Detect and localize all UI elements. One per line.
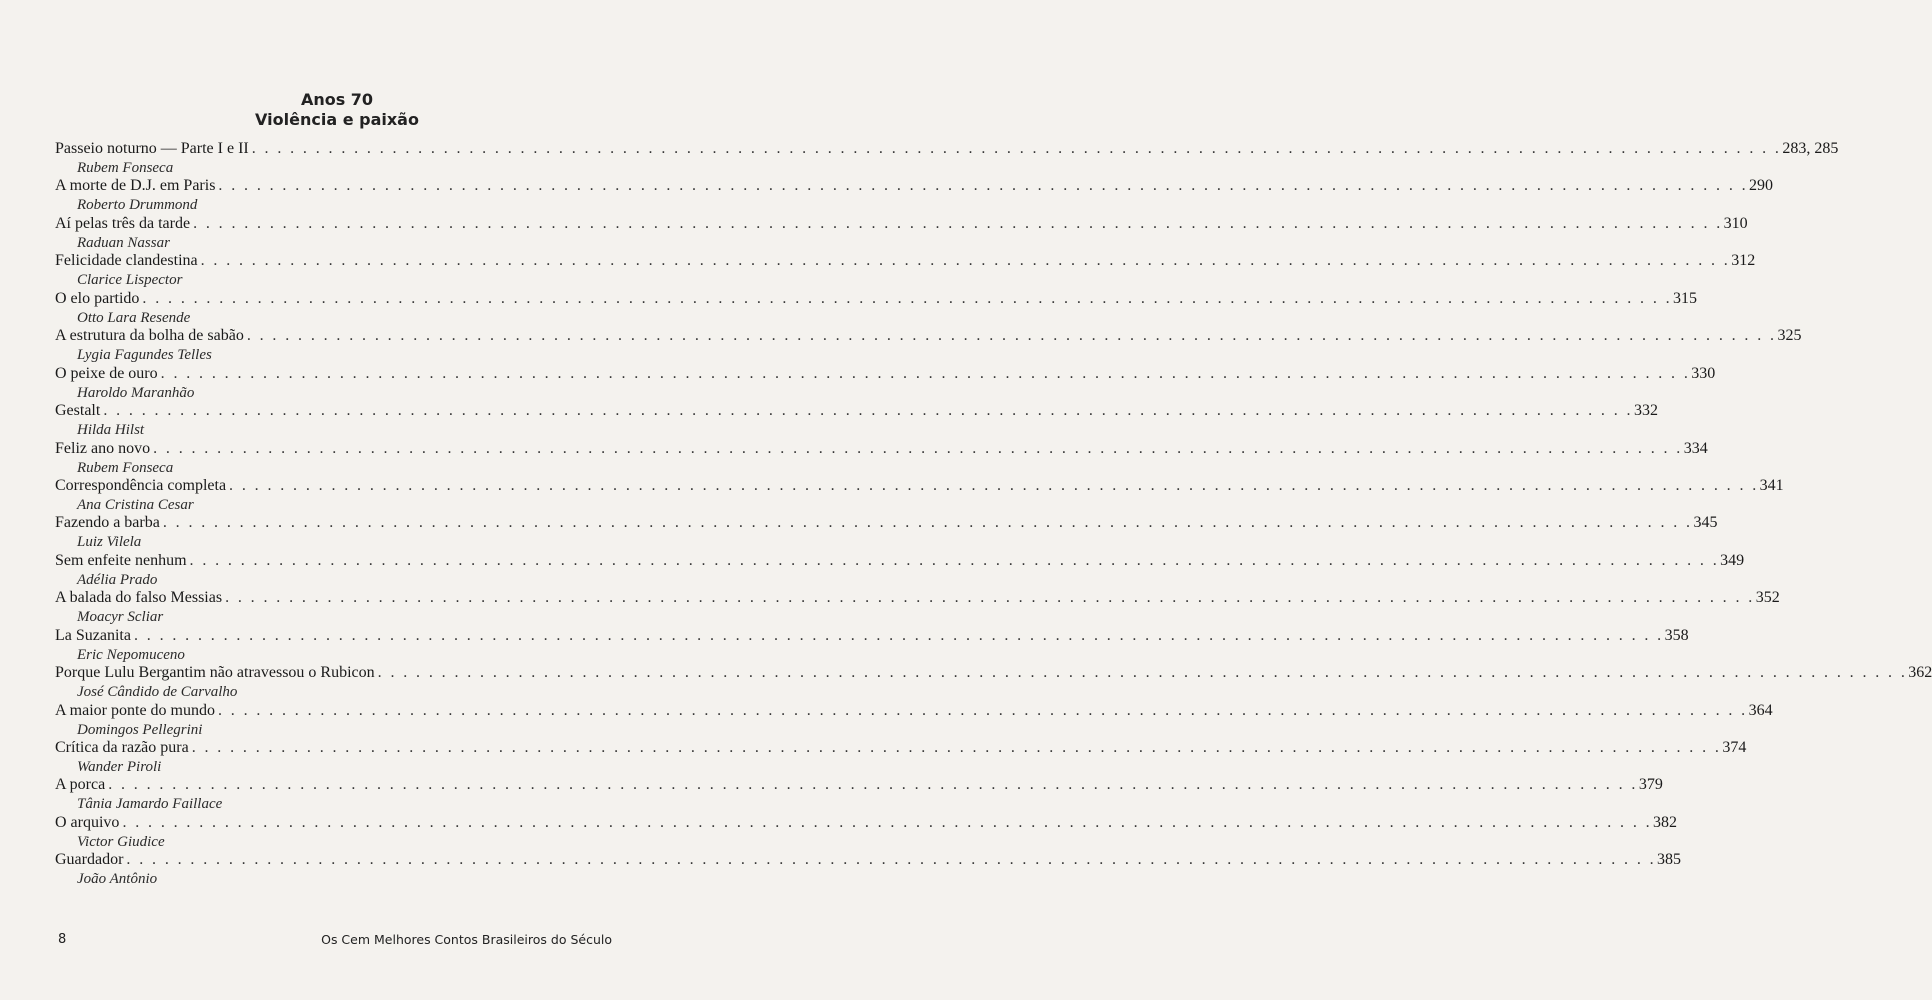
story-page-number: 332 (1633, 402, 1658, 420)
story-page-number: 349 (1720, 551, 1745, 569)
story-title: A morte de D.J. em Paris (55, 177, 216, 195)
dot-leader: . . . . . . . . . . . . . . . . . . . . . . . . . . . . . . . . . . . . . . . . . . . . . . . . . . . . . . . . . . . . . . . . . . . . . . . . . . . . . . . . . . . . . . . . . . . . . . . . . . . . . . . . . . . . . . . . . . . . . . . . (229, 476, 1759, 494)
story-page-number: 362 (1908, 664, 1932, 682)
toc-entry (55, 289, 1698, 327)
dot-leader: . . . . . . . . . . . . . . . . . . . . . . . . . . . . . . . . . . . . . . . . . . . . . . . . . . . . . . . . . . . . . . . . . . . . . . . . . . . . . . . . . . . . . . . . . . . . . . . . . . . . . . . . . . . . . . . . . . . . . . . . (160, 364, 1691, 382)
dot-leader: . . . . . . . . . . . . . . . . . . . . . . . . . . . . . . . . . . . . . . . . . . . . . . . . . . . . . . . . . . . . . . . . . . . . . . . . . . . . . . . . . . . . . . . . . . . . . . . . . . . . . . . . . . . . . . . . . . . . . . . . (122, 813, 1653, 831)
dot-leader: . . . . . . . . . . . . . . . . . . . . . . . . . . . . . . . . . . . . . . . . . . . . . . . . . . . . . . . . . . . . . . . . . . . . . . . . . . . . . . . . . . . . . . . . . . . . . . . . . . . . . . . . . . . . . . . . . . . . . . . . (191, 739, 1722, 756)
toc-entry (55, 701, 1773, 739)
story-author: Haroldo Maranhão (77, 384, 195, 401)
story-author: Hilda Hilst (77, 422, 145, 439)
story-author: Domingos Pellegrini (77, 721, 203, 738)
dot-leader: . . . . . . . . . . . . . . . . . . . . . . . . . . . . . . . . . . . . . . . . . . . . . . . . . . . . . . . . . . . . . . . . . . . . . . . . . . . . . . . . . . . . . . . . . . . . . . . . . . . . . . . . . . . . . . . . . . . . . . . . (126, 851, 1657, 869)
toc-entry (55, 439, 1708, 477)
dot-leader: . . . . . . . . . . . . . . . . . . . . . . . . . . . . . . . . . . . . . . . . . . . . . . . . . . . . . . . . . . . . . . . . . . . . . . . . . . . . . . . . . . . . . . . . . . . . . . . . . . . . . . . . . . . . . . . . . . . . . . . . (189, 551, 1720, 569)
story-author: Rubem Fonseca (77, 459, 174, 476)
story-title: Crítica da razão pura (55, 739, 189, 756)
story-title: Sem enfeite nenhum (55, 551, 187, 569)
section-title: Anos 70 (300, 90, 374, 109)
story-page-number: 364 (1748, 701, 1773, 719)
story-title: A maior ponte do mundo (55, 701, 215, 719)
story-page-number: 290 (1749, 177, 1774, 195)
toc-line (55, 402, 1658, 421)
dot-leader: . . . . . . . . . . . . . . . . . . . . . . . . . . . . . . . . . . . . . . . . . . . . . . . . . . . . . . . . . . . . . . . . . . . . . . . . . . . . . . . . . . . . . . . . . . . . . . . . . . . . . . . . . . . . . . . . . . . . . . . . (153, 439, 1683, 457)
story-author: Raduan Nassar (77, 234, 170, 251)
story-page-number: 312 (1731, 252, 1756, 270)
toc-line (55, 252, 1756, 271)
toc-line (55, 364, 1716, 384)
story-title: Fazendo a barba (55, 514, 160, 532)
toc-line (55, 327, 1802, 346)
story-page-number: 325 (1777, 327, 1802, 345)
toc-entry (55, 851, 1682, 888)
story-author: Ana Cristina Cesar (77, 496, 194, 513)
toc-line (55, 289, 1698, 309)
story-title: Aí pelas três da tarde (55, 214, 191, 232)
toc-line (55, 589, 1780, 608)
story-title: O elo partido (55, 289, 140, 307)
toc-line (55, 214, 1748, 234)
toc-line (55, 476, 1784, 496)
toc-line (55, 813, 1678, 833)
story-author: José Cândido de Carvalho (77, 684, 238, 701)
dot-leader: . . . . . . . . . . . . . . . . . . . . . . . . . . . . . . . . . . . . . . . . . . . . . . . . . . . . . . . . . . . . . . . . . . . . . . . . . . . . . . . . . . . . . . . . . . . . . . . . . . . . . . . . . . . . . . . . . . . . . . . . (133, 626, 1664, 644)
story-page-number: 310 (1723, 214, 1748, 232)
dot-leader: . . . . . . . . . . . . . . . . . . . . . . . . . . . . . . . . . . . . . . . . . . . . . . . . . . . . . . . . . . . . . . . . . . . . . . . . . . . . . . . . . . . . . . . . . . . . . . . . . . . . . . . . . . . . . . . . . . . . . . . . (377, 664, 1908, 682)
toc-entry (55, 813, 1678, 851)
story-page-number: 358 (1664, 626, 1689, 644)
toc-line (55, 439, 1708, 459)
toc-line (55, 776, 1663, 795)
toc-entry (55, 214, 1748, 252)
toc-entry (55, 252, 1756, 289)
footer-book-title: Os Cem Melhores Contos Brasileiros do Século (321, 932, 612, 947)
story-author: Otto Lara Resende (77, 309, 191, 326)
story-author: Clarice Lispector (77, 272, 183, 289)
dot-leader: . . . . . . . . . . . . . . . . . . . . . . . . . . . . . . . . . . . . . . . . . . . . . . . . . . . . . . . . . . . . . . . . . . . . . . . . . . . . . . . . . . . . . . . . . . . . . . . . . . . . . . . . . . . . . . . . . . . . . . . . (162, 514, 1693, 532)
toc-line (55, 626, 1689, 646)
story-title: La Suzanita (55, 626, 131, 644)
story-title: Porque Lulu Bergantim não atravessou o Rubicon (55, 664, 375, 682)
story-title: Felicidade clandestina (55, 252, 198, 270)
dot-leader: . . . . . . . . . . . . . . . . . . . . . . . . . . . . . . . . . . . . . . . . . . . . . . . . . . . . . . . . . . . . . . . . . . . . . . . . . . . . . . . . . . . . . . . . . . . . . . . . . . . . . . . . . . . . . . . . . . . . . . . . (246, 327, 1777, 345)
story-page-number: 382 (1653, 813, 1678, 831)
toc-entry (55, 589, 1780, 626)
toc-entry (55, 626, 1689, 664)
story-title: A estrutura da bolha de sabão (55, 327, 244, 345)
story-page-number: 352 (1755, 589, 1780, 607)
dot-leader: . . . . . . . . . . . . . . . . . . . . . . . . . . . . . . . . . . . . . . . . . . . . . . . . . . . . . . . . . . . . . . . . . . . . . . . . . . . . . . . . . . . . . . . . . . . . . . . . . . . . . . . . . . . . . . . . . . . . . . . . (108, 776, 1638, 794)
dot-leader: . . . . . . . . . . . . . . . . . . . . . . . . . . . . . . . . . . . . . . . . . . . . . . . . . . . . . . . . . . . . . . . . . . . . . . . . . . . . . . . . . . . . . . . . . . . . . . . . . . . . . . . . . . . . . . . . . . . . . . . . (103, 402, 1633, 420)
story-author: Victor Giudice (77, 833, 165, 850)
toc-entry (55, 364, 1716, 402)
dot-leader: . . . . . . . . . . . . . . . . . . . . . . . . . . . . . . . . . . . . . . . . . . . . . . . . . . . . . . . . . . . . . . . . . . . . . . . . . . . . . . . . . . . . . . . . . . . . . . . . . . . . . . . . . . . . . . . . . . . . . . . . (218, 177, 1749, 195)
toc-line (55, 701, 1773, 721)
story-title: O arquivo (55, 813, 120, 831)
story-title: Feliz ano novo (55, 439, 151, 457)
story-title: Gestalt (55, 402, 101, 420)
dot-leader: . . . . . . . . . . . . . . . . . . . . . . . . . . . . . . . . . . . . . . . . . . . . . . . . . . . . . . . . . . . . . . . . . . . . . . . . . . . . . . . . . . . . . . . . . . . . . . . . . . . . . . . . . . . . . . . . . . . . . . . . (200, 252, 1731, 270)
story-author: Adélia Prado (77, 571, 158, 588)
story-author: João Antônio (77, 871, 158, 888)
story-title: Guardador (55, 851, 124, 869)
toc-entry (55, 327, 1802, 364)
dot-leader: . . . . . . . . . . . . . . . . . . . . . . . . . . . . . . . . . . . . . . . . . . . . . . . . . . . . . . . . . . . . . . . . . . . . . . . . . . . . . . . . . . . . . . . . . . . . . . . . . . . . . . . . . . . . . . . . . . . . . . . . (217, 701, 1748, 719)
story-page-number: 334 (1683, 439, 1708, 457)
toc-entry (55, 140, 1839, 177)
toc-line (55, 664, 1932, 683)
toc-entry (55, 776, 1663, 813)
dot-leader: . . . . . . . . . . . . . . . . . . . . . . . . . . . . . . . . . . . . . . . . . . . . . . . . . . . . . . . . . . . . . . . . . . . . . . . . . . . . . . . . . . . . . . . . . . . . . . . . . . . . . . . . . . . . . . . . . . . . . . . . (251, 140, 1782, 157)
story-author: Rubem Fonseca (77, 160, 174, 176)
section-subtitle: Violência e paixão (255, 110, 419, 129)
table-of-contents (55, 140, 1932, 889)
story-page-number: 315 (1673, 289, 1698, 307)
dot-leader: . . . . . . . . . . . . . . . . . . . . . . . . . . . . . . . . . . . . . . . . . . . . . . . . . . . . . . . . . . . . . . . . . . . . . . . . . . . . . . . . . . . . . . . . . . . . . . . . . . . . . . . . . . . . . . . . . . . . . . . . (142, 289, 1673, 307)
story-page-number: 385 (1657, 851, 1682, 869)
dot-leader: . . . . . . . . . . . . . . . . . . . . . . . . . . . . . . . . . . . . . . . . . . . . . . . . . . . . . . . . . . . . . . . . . . . . . . . . . . . . . . . . . . . . . . . . . . . . . . . . . . . . . . . . . . . . . . . . . . . . . . . . (193, 214, 1723, 232)
story-author: Wander Piroli (77, 759, 162, 775)
dot-leader: . . . . . . . . . . . . . . . . . . . . . . . . . . . . . . . . . . . . . . . . . . . . . . . . . . . . . . . . . . . . . . . . . . . . . . . . . . . . . . . . . . . . . . . . . . . . . . . . . . . . . . . . . . . . . . . . . . . . . . . . (225, 589, 1755, 607)
toc-entry (55, 476, 1784, 514)
story-title: Passeio noturno — Parte I e II (55, 140, 249, 157)
story-page-number: 379 (1638, 776, 1663, 794)
story-title: A porca (55, 776, 106, 794)
toc-line (55, 851, 1682, 870)
story-author: Luiz Vilela (77, 534, 142, 551)
footer-page-number: 8 (58, 932, 67, 947)
toc-entry (55, 514, 1718, 551)
story-author: Lygia Fagundes Telles (77, 347, 212, 364)
story-title: O peixe de ouro (55, 364, 158, 382)
toc-line (55, 140, 1839, 159)
toc-entry (55, 402, 1658, 439)
story-page-number: 374 (1722, 739, 1747, 756)
story-title: A balada do falso Messias (55, 589, 223, 607)
story-page-number: 345 (1693, 514, 1718, 532)
story-page-number: 283, 285 (1782, 140, 1839, 157)
story-author: Tânia Jamardo Faillace (77, 796, 223, 813)
toc-line (55, 177, 1774, 196)
story-page-number: 341 (1759, 476, 1784, 494)
toc-entry (55, 551, 1745, 589)
story-author: Roberto Drummond (77, 197, 198, 214)
toc-entry (55, 739, 1747, 776)
toc-entry (55, 664, 1932, 701)
story-author: Eric Nepomuceno (77, 646, 185, 663)
toc-entry (55, 177, 1774, 214)
story-author: Moacyr Scliar (77, 609, 164, 626)
toc-line (55, 514, 1718, 533)
story-page-number: 330 (1691, 364, 1716, 382)
story-title: Correspondência completa (55, 476, 227, 494)
toc-line (55, 551, 1745, 571)
toc-line (55, 739, 1747, 758)
